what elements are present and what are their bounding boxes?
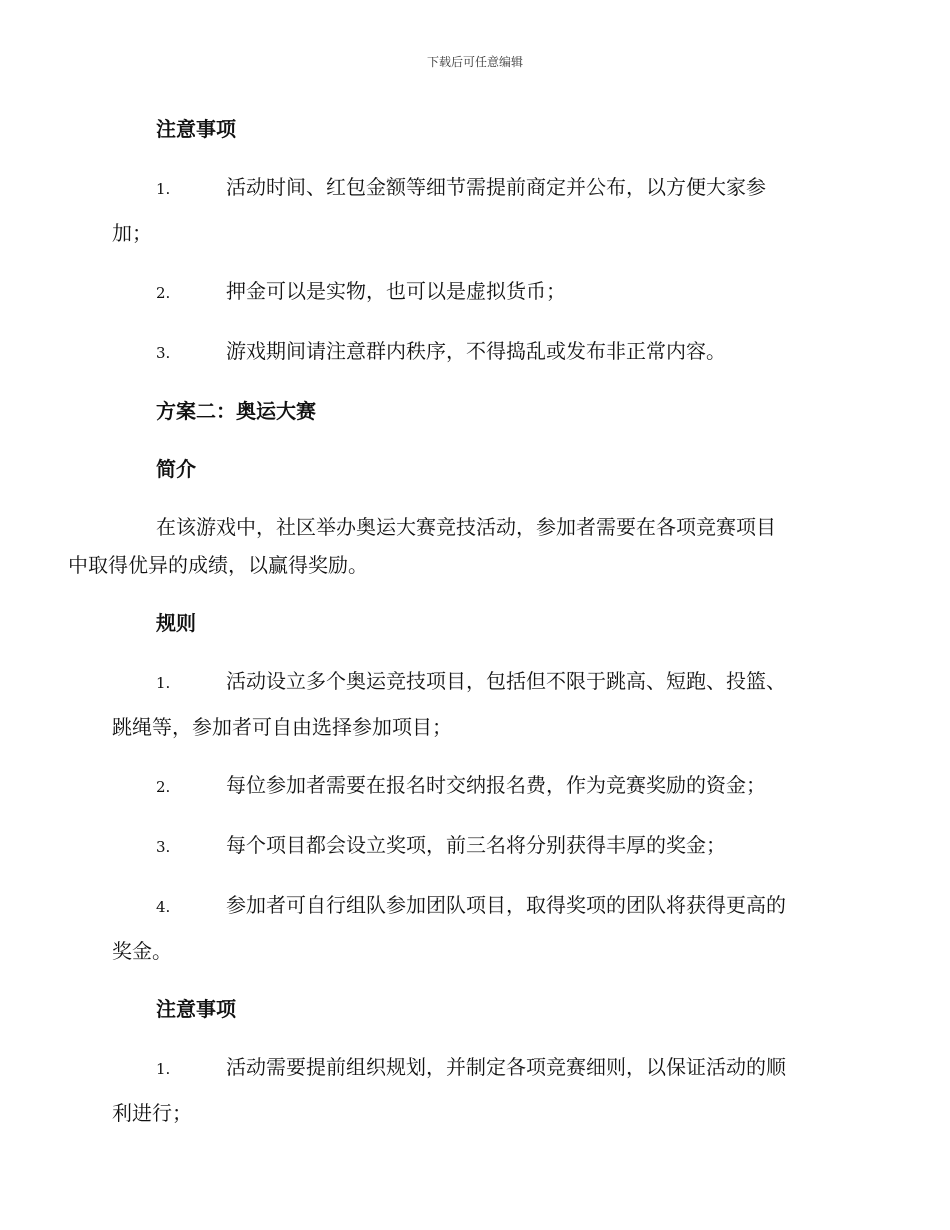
list-item bbox=[112, 168, 834, 252]
section-heading-intro: 简介 bbox=[156, 457, 196, 481]
list-item bbox=[112, 766, 834, 806]
document-body bbox=[68, 110, 834, 1152]
list-item bbox=[112, 332, 834, 372]
section-heading-plan: 方案二：奥运大赛 bbox=[156, 399, 316, 423]
list-item bbox=[112, 662, 834, 746]
list-item bbox=[112, 826, 834, 866]
list-number: 1. bbox=[156, 674, 171, 692]
list-text: 游戏期间请注意群内秩序，不得捣乱或发布非正常内容。 bbox=[226, 339, 726, 363]
list-text: 活动时间、红包金额等细节需提前商定并公布，以方便大家参 bbox=[226, 175, 766, 199]
section-heading-rules: 规则 bbox=[156, 611, 196, 635]
list-item bbox=[112, 1048, 834, 1132]
list-text: 活动设立多个奥运竞技项目，包括但不限于跳高、短跑、投篮、 bbox=[226, 669, 786, 693]
list-text: 活动需要提前组织规划，并制定各项竞赛细则，以保证活动的顺 bbox=[226, 1055, 786, 1079]
list-text-continued: 利进行； bbox=[112, 1101, 192, 1125]
list-text-continued: 跳绳等，参加者可自由选择参加项目； bbox=[112, 715, 452, 739]
list-number: 3. bbox=[156, 838, 171, 856]
list-item bbox=[112, 886, 834, 970]
list-item bbox=[112, 272, 834, 312]
list-number: 2. bbox=[156, 284, 171, 302]
list-text-continued: 奖金。 bbox=[112, 939, 172, 963]
section-heading-notes: 注意事项 bbox=[156, 997, 236, 1021]
list-number: 2. bbox=[156, 778, 171, 796]
list-number: 1. bbox=[156, 180, 171, 198]
list-text: 每位参加者需要在报名时交纳报名费，作为竞赛奖励的资金； bbox=[226, 773, 766, 797]
section-heading-notes: 注意事项 bbox=[156, 117, 236, 141]
intro-paragraph-line: 中取得优异的成绩，以赢得奖励。 bbox=[68, 553, 368, 577]
list-text-continued: 加； bbox=[112, 221, 152, 245]
list-text: 每个项目都会设立奖项，前三名将分别获得丰厚的奖金； bbox=[226, 833, 726, 857]
list-number: 3. bbox=[156, 344, 171, 362]
list-number: 4. bbox=[156, 898, 171, 916]
list-number: 1. bbox=[156, 1060, 171, 1078]
list-text: 押金可以是实物，也可以是虚拟货币； bbox=[226, 279, 566, 303]
list-text: 参加者可自行组队参加团队项目，取得奖项的团队将获得更高的 bbox=[226, 893, 786, 917]
intro-paragraph-line: 在该游戏中，社区举办奥运大赛竞技活动，参加者需要在各项竞赛项目 bbox=[156, 515, 776, 539]
header-note: 下载后可任意编辑 bbox=[426, 55, 523, 69]
intro-paragraph bbox=[68, 508, 834, 584]
